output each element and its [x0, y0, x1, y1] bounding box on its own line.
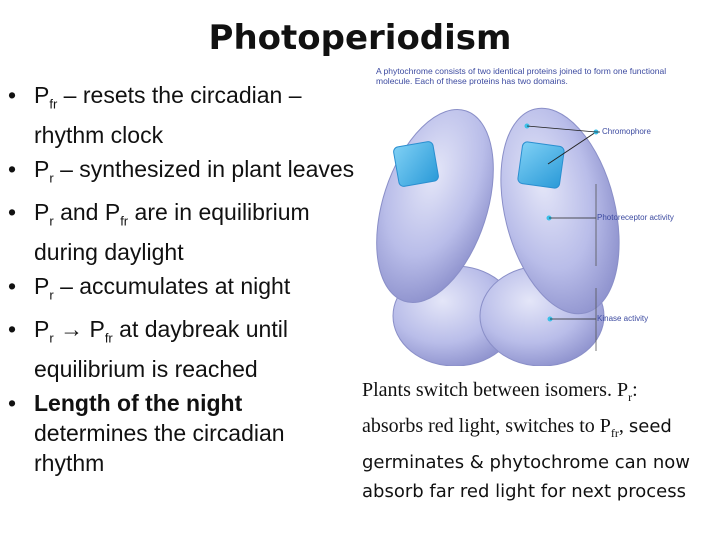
explanation-text: Plants switch between isomers. $P_r$: absorbs red light, switches to $P_{fr}$, seed germinates & phytochrome can now absorb far red light for next process	[362, 379, 690, 502]
kinase-label: Kinase activity	[597, 314, 649, 323]
bullet-item: • $P_r \to P_{fr}$ at daybreak until equilibrium is reached	[8, 316, 288, 382]
figure-caption: A phytochrome consists of two identical proteins joined to form one functional molecule. Each of these proteins has two domains.	[376, 66, 667, 86]
chromophore-left	[393, 141, 439, 187]
chromophore-right	[517, 141, 564, 188]
bullet-item: • $P_{fr}$ – resets the circadian – rhythm clock	[8, 82, 302, 148]
bullet-item: • $P_r$ – accumulates at night	[8, 272, 291, 303]
phytochrome-figure	[370, 66, 690, 366]
bullet-item: • $P_r$ and $P_{fr}$ are in equilibrium during daylight	[8, 199, 310, 265]
slide-title: Photoperiodism	[208, 18, 512, 58]
chromophore-label: Chromophore	[602, 127, 651, 136]
arrow-icon: →	[53, 316, 90, 343]
bullet-item: • $P_r$ – synthesized in plant leaves	[8, 155, 355, 186]
bullet-list	[6, 80, 356, 482]
photoreceptor-label: Photoreceptor activity	[597, 213, 674, 222]
bullet-item: • Length of the night determines the circadian rhythm	[8, 389, 285, 476]
